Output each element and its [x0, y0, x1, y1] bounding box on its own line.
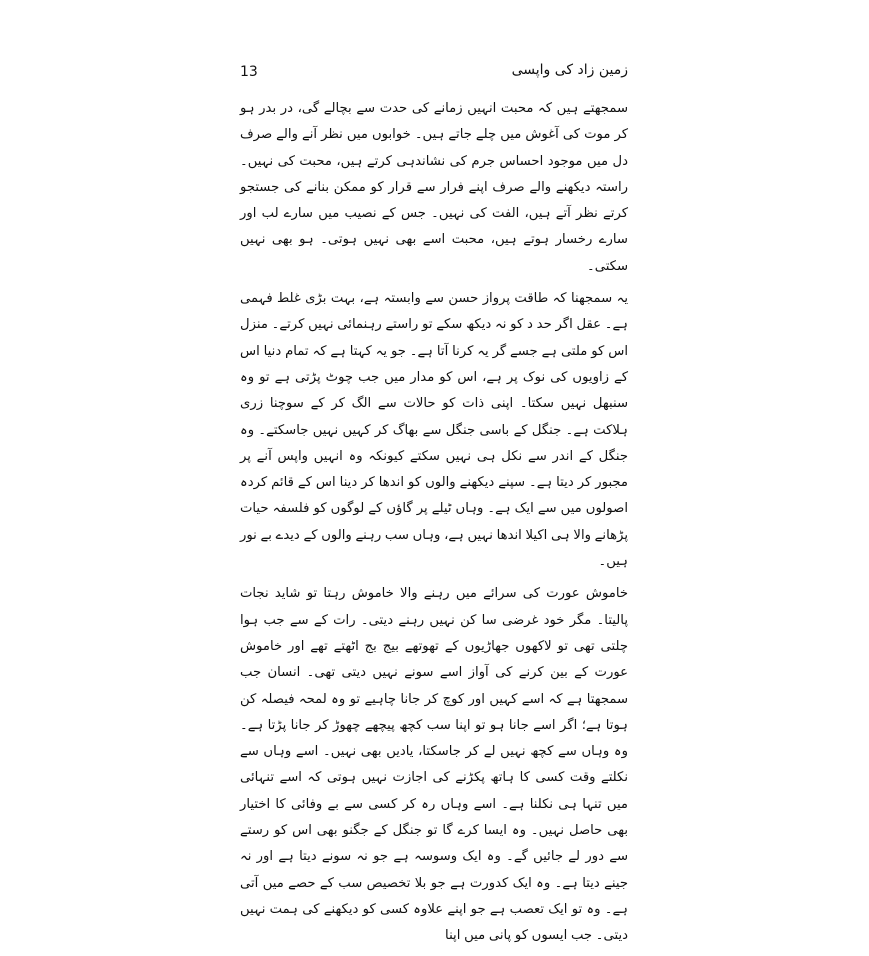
- page-number: 13: [240, 64, 258, 80]
- paragraph-1: سمجھتے ہیں کہ محبت انہیں زمانے کی حدت سے بچالے گی، در بدر ہو کر موت کی آغوش میں چلے جاتے ہیں۔ خوابوں میں نظر آنے والے صرف دل میں موجود احساس جرم کی نشاندہی کرتے ہیں، محبت کی نہیں۔ راستہ دیکھنے والے صرف اپنے فرار سے قرار کو ممکن بنانے کی جستجو کرتے نظر آتے ہیں، الفت کی نہیں۔ جس کے نصیب میں سارے لب اور سارے رخسار ہوتے ہیں، محبت اسے بھی نہیں ہوتی۔ ہو بھی نہیں سکتی۔: [240, 101, 628, 274]
- paragraph-3: خاموش عورت کی سرائے میں رہنے والا خاموش رہتا تو شاید نجات پالیتا۔ مگر خود غرضی سا کن نہیں رہنے دیتی۔ رات کے سے جب ہوا چلتی تھی تو لاکھوں جھاڑیوں کے تھوتھے بیج بج اٹھتے تھے اور خاموش عورت کے بین کرنے کی آواز اسے سونے نہیں دیتی تھی۔ انسان جب سمجھتا ہے کہ اسے کہیں اور کوچ کر جانا چاہیے تو وہ لمحہ فیصلہ کن ہوتا ہے؛ اگر اسے جانا ہو تو اپنا سب کچھ پیچھے چھوڑ کر جانا پڑتا ہے۔ وہ وہاں سے کچھ نہیں لے کر جاسکتا، یادیں بھی نہیں۔ اسے وہاں سے نکلتے وقت کسی کا ہاتھ پکڑنے کی اجازت نہیں ہوتی کہ اسے تنہائی میں تنہا ہی نکلنا ہے۔ اسے وہاں رہ کر کسی سے بے وفائی کا اختیار بھی حاصل نہیں۔ وہ ایسا کرے گا تو جنگل کے جگنو بھی اس کو رستے سے دور لے جائیں گے۔ وہ ایک وسوسہ ہے جو نہ سونے دیتا ہے اور نہ جینے دیتا ہے۔ وہ ایک کدورت ہے جو بلا تخصیص سب کے حصے میں آتی ہے۔ وہ تو ایک تعصب ہے جو اپنے علاوہ کسی کو دیکھنے کی ہمت نہیں دیتی۔ جب ایسوں کو پانی میں اپنا: [240, 586, 628, 944]
- page-header: [240, 60, 628, 88]
- running-title: زمین زاد کی واپسی: [511, 62, 628, 78]
- paragraph-2: یہ سمجھنا کہ طاقت پرواز حسن سے وابستہ ہے، بہت بڑی غلط فہمی ہے۔ عقل اگر حد د کو نہ دیکھ سکے تو راستے رہنمائی نہیں کرتے۔ منزل اس کو ملتی ہے جسے گر یہ کرنا آتا ہے۔ جو یہ کہتا ہے کہ تمام دنیا اس کے زاویوں کی نوک پر ہے، اس کو مدار میں جب چوٹ پڑتی ہے تو وہ سنبھل نہیں سکتا۔ اپنی ذات کو حالات سے الگ کر کے سوچنا زری ہلاکت ہے۔ جنگل کے باسی جنگل سے بھاگ کر کہیں نہیں جاسکتے۔ وہ جنگل کے اندر سے نکل ہی نہیں سکتے کیونکہ وہ انہیں واپس آنے پر مجبور کر دیتا ہے۔ سپنے دیکھنے والوں کو اندھا کر دینا اس کے قائم کردہ اصولوں میں سے ایک ہے۔ وہاں ٹیلے پر گاؤں کے لوگوں کو فلسفہ حیات پڑھانے والا ہی اکیلا اندھا نہیں ہے، وہاں سب رہنے والوں کے دیدے بے نور ہیں۔: [239, 291, 628, 570]
- body-text: [240, 96, 628, 956]
